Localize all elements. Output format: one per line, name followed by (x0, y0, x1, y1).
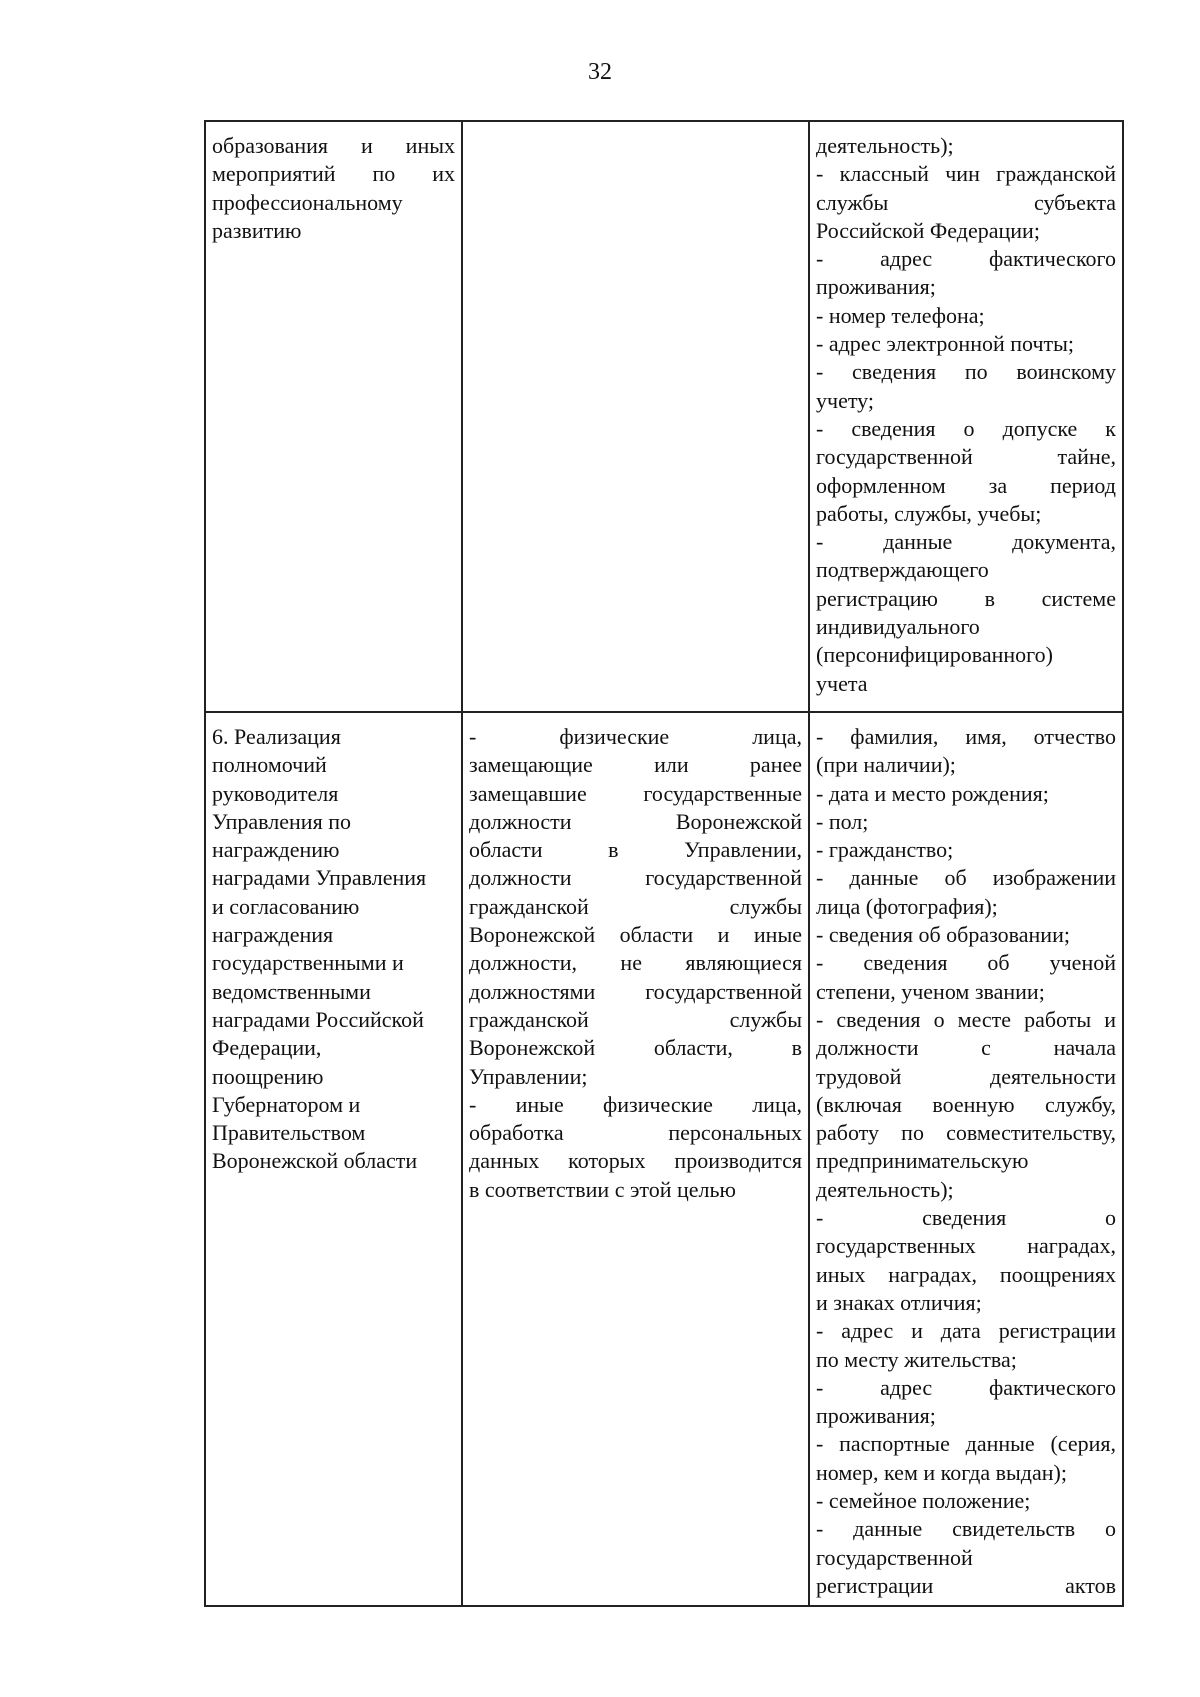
cell-line: Правительством (212, 1120, 366, 1146)
table-row (205, 121, 1123, 712)
cell-line: деятельность); (816, 133, 954, 158)
cell-line: руководителя (212, 780, 339, 806)
cell-lines (816, 132, 1116, 698)
cell-line: Управлении; (469, 1063, 588, 1089)
cell-line: индивидуального (816, 614, 980, 640)
cell-line: развитию (212, 217, 302, 243)
cell-line: - адрес электронной почты; (816, 331, 1075, 357)
cell-line: и согласованию (212, 893, 360, 919)
cell-line: данных которых производится (469, 1148, 802, 1174)
cell-line: - классный чин гражданской (816, 161, 1116, 187)
cell-line: службы субъекта (816, 189, 1116, 215)
cell-line: поощрению (212, 1063, 324, 1089)
cell-data-list (809, 712, 1123, 1606)
cell-line: учету; (816, 387, 874, 413)
cell-line: 6. Реализация (212, 724, 341, 749)
cell-line: - сведения о месте работы и (816, 1006, 1116, 1032)
cell-line: - сведения по воинскому (816, 359, 1116, 385)
cell-line: - данные документа, (816, 529, 1116, 555)
cell-line: - адрес и дата регистрации (816, 1318, 1116, 1344)
cell-line: наградами Российской (212, 1006, 424, 1032)
cell-line: - сведения о (816, 1205, 1116, 1231)
cell-line: лица (фотография); (816, 893, 998, 919)
cell-line: государственных наградах, (816, 1233, 1116, 1259)
cell-line: иных наградах, поощрениях (816, 1261, 1116, 1287)
cell-line: образования и иных (212, 133, 455, 158)
cell-line: регистрации актов (816, 1572, 1116, 1598)
cell-line: оформленном за период (816, 472, 1116, 498)
cell-line: Губернатором и (212, 1091, 361, 1117)
cell-line: - дата и место рождения; (816, 780, 1049, 806)
cell-line: Федерации, (212, 1035, 322, 1061)
cell-line: области в Управлении, (469, 837, 802, 863)
cell-line: - адрес фактического (816, 246, 1116, 272)
cell-line: деятельность); (816, 1176, 954, 1202)
cell-line: гражданской службы (469, 893, 802, 919)
cell-line: замещающие или ранее (469, 752, 802, 778)
cell-line: - номер телефона; (816, 302, 985, 328)
cell-data-list (809, 121, 1123, 712)
cell-line: - физические лица, (469, 724, 802, 749)
cell-purpose (205, 121, 462, 712)
cell-line: ведомственными (212, 978, 371, 1004)
cell-line: наградами Управления (212, 865, 427, 891)
cell-line: награждения (212, 922, 334, 948)
cell-line: - иные физические лица, (469, 1091, 802, 1117)
cell-line: государственной тайне, (816, 444, 1116, 470)
cell-line: должности, не являющиеся (469, 950, 802, 976)
table-row (205, 712, 1123, 1606)
page-number-text: 32 (588, 59, 612, 85)
cell-lines (816, 723, 1116, 1600)
cell-line: - сведения об образовании; (816, 922, 1070, 948)
cell-line: профессиональному (212, 189, 403, 215)
cell-line: работу по совместительству, (816, 1120, 1116, 1146)
cell-line: - паспортные данные (серия, (816, 1431, 1116, 1457)
cell-line: - данные свидетельств о (816, 1516, 1116, 1542)
cell-line: - фамилия, имя, отчество (816, 724, 1116, 749)
cell-line: степени, ученом звании; (816, 978, 1045, 1004)
cell-line: - сведения о допуске к (816, 415, 1116, 441)
cell-line: (персонифицированного) (816, 642, 1053, 668)
cell-lines (469, 723, 802, 1204)
cell-line: должности с начала (816, 1035, 1116, 1061)
cell-line: проживания; (816, 1403, 936, 1429)
cell-line: - семейное положение; (816, 1488, 1031, 1514)
cell-lines (212, 132, 455, 245)
cell-line: - пол; (816, 808, 869, 834)
cell-line: мероприятий по их (212, 161, 455, 187)
cell-line: проживания; (816, 274, 936, 300)
cell-line: должностями государственной (469, 978, 802, 1004)
cell-purpose (205, 712, 462, 1606)
data-table (204, 120, 1124, 1607)
cell-line: подтверждающего (816, 557, 989, 583)
cell-line: гражданской службы (469, 1006, 802, 1032)
cell-line: обработка персональных (469, 1120, 802, 1146)
cell-line: номер, кем и когда выдан); (816, 1459, 1067, 1485)
cell-line: учета (816, 670, 868, 696)
cell-line: должности Воронежской (469, 808, 802, 834)
cell-line: работы, службы, учебы; (816, 500, 1042, 526)
page-number (0, 58, 1200, 86)
cell-line: должности государственной (469, 865, 802, 891)
cell-line: и знаках отличия; (816, 1289, 982, 1315)
cell-line: замещавшие государственные (469, 780, 802, 806)
cell-line: - гражданство; (816, 837, 954, 863)
cell-line: государственной (816, 1544, 973, 1570)
cell-line: - адрес фактического (816, 1374, 1116, 1400)
cell-line: (включая военную службу, (816, 1091, 1116, 1117)
cell-line: трудовой деятельности (816, 1063, 1116, 1089)
cell-line: Управления по (212, 808, 351, 834)
cell-lines (212, 723, 455, 1176)
cell-line: полномочий (212, 752, 327, 778)
cell-line: (при наличии); (816, 752, 956, 778)
cell-line: - данные об изображении (816, 865, 1116, 891)
cell-line: Воронежской области и иные (469, 922, 802, 948)
cell-line: в соответствии с этой целью (469, 1176, 736, 1202)
cell-line: регистрацию в системе (816, 585, 1116, 611)
cell-line: государственными и (212, 950, 404, 976)
cell-line: Воронежской области (212, 1148, 418, 1174)
cell-subjects (462, 712, 809, 1606)
cell-line: награждению (212, 837, 340, 863)
cell-subjects (462, 121, 809, 712)
cell-line: Российской Федерации; (816, 217, 1040, 243)
cell-line: по месту жительства; (816, 1346, 1017, 1372)
cell-line: предпринимательскую (816, 1148, 1029, 1174)
cell-line: - сведения об ученой (816, 950, 1116, 976)
cell-line: Воронежской области, в (469, 1035, 802, 1061)
